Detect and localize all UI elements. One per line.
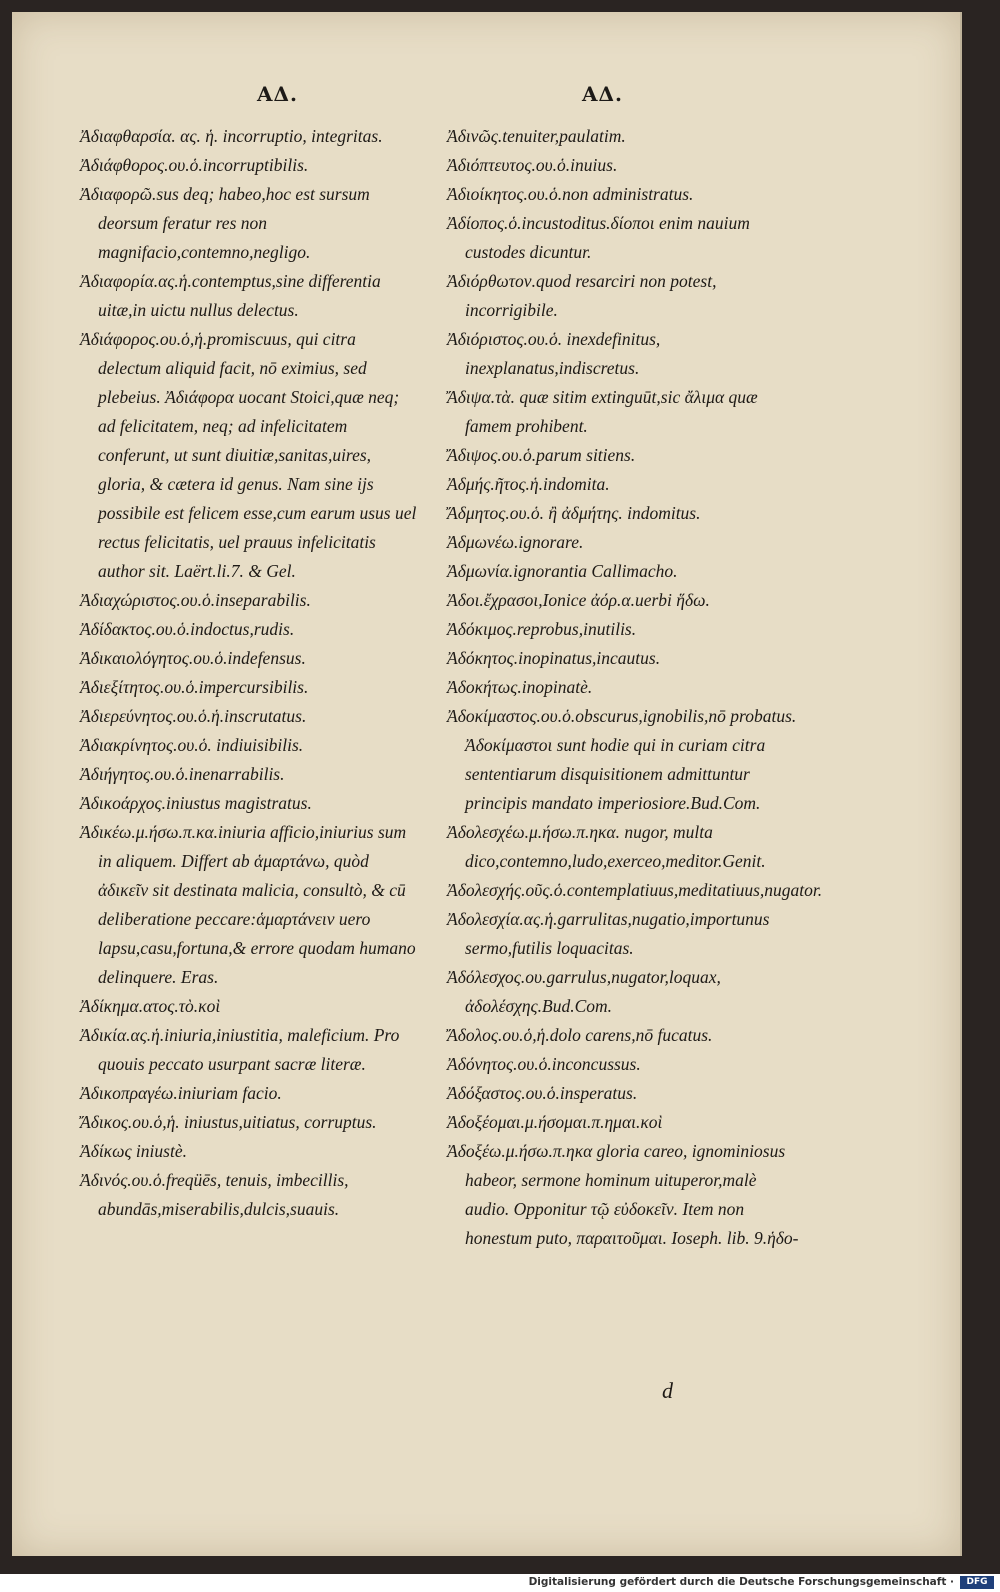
dictionary-entry: Ἀδόκητος.inopinatus,incautus. (447, 648, 661, 668)
dictionary-entry: Ἀδιοίκητος.ου.ὁ.non administratus. (447, 184, 694, 204)
dictionary-entry: Ἀδιακρίνητος.ου.ὁ. indiuisibilis. (80, 735, 304, 755)
dictionary-entry: Ἀδιάφθορος.ου.ὁ.incorruptibilis. (80, 155, 309, 175)
dictionary-entry: Ἀδολεσχής.οῦς.ὁ.contemplatiuus,meditatiuus,nugator. (447, 880, 823, 900)
dictionary-entry: Ἀδιερεύνητος.ου.ὁ.ἡ.inscrutatus. (80, 706, 307, 726)
dictionary-entry: Ἀδόξαστος.ου.ὁ.insperatus. (447, 1083, 638, 1103)
dictionary-entry: Ἀδολεσχέω.μ.ήσω.π.ηκα. nugor, multa dico,contemno,ludo,exerceo,meditor.Genit. (447, 822, 766, 871)
dictionary-entry: Ἀδμής.ῆτος.ἡ.indomita. (447, 474, 610, 494)
dictionary-entry: Ἀδιόρθωτον.quod resarciri non potest, incorrigibile. (447, 271, 717, 320)
dictionary-entry: Ἀδικοπραγέω.iniuriam facio. (80, 1083, 282, 1103)
dictionary-entry: Ἀδίδακτος.ου.ὁ.indoctus,rudis. (80, 619, 295, 639)
right-column (447, 122, 823, 1253)
running-head-right: ΑΔ. (582, 82, 623, 106)
dictionary-entry: Ἀδίοπος.ὁ.incustoditus.δίοποι enim nauium custodes dicuntur. (447, 213, 750, 262)
dictionary-entry: Ἀδολεσχία.ας.ἡ.garrulitas,nugatio,importunus sermo,futilis loquacitas. (447, 909, 770, 958)
dictionary-entry: Ἀδικοάρχος.iniustus magistratus. (80, 793, 312, 813)
dfg-logo: DFG (960, 1576, 994, 1589)
dictionary-entry: Ἀδιήγητος.ου.ὁ.inenarrabilis. (80, 764, 285, 784)
dictionary-entry: Ἀδίκημα.ατος.τὸ.κοὶ (80, 996, 221, 1016)
dictionary-entry: Ἀδοξέω.μ.ήσω.π.ηκα gloria careo, ignominiosus habeor, sermone hominum uituperor,malè audio. Opponitur τῷ εὐδοκεῖν. Item non honestum puto, παραιτοῦμαι. Ioseph. lib. 9.ἡδο- (447, 1141, 799, 1248)
left-column (80, 122, 420, 1224)
dictionary-entry: Ἀδικαιολόγητος.ου.ὁ.indefensus. (80, 648, 306, 668)
dictionary-entry: Ἀδόνητος.ου.ὁ.inconcussus. (447, 1054, 641, 1074)
signature-mark: d (662, 1378, 673, 1403)
dictionary-entry: Ἀδίκως iniustè. (80, 1141, 187, 1161)
dictionary-entry: Ἀδοξέομαι.μ.ήσομαι.π.ημαι.κοὶ (447, 1112, 663, 1132)
dictionary-entry: Ἀδιόριστος.ου.ὁ. inexdefinitus, inexplanatus,indiscretus. (447, 329, 661, 378)
dictionary-entry: Ἀδινός.ου.ὁ.freqüēs, tenuis, imbecillis, abundās,miserabilis,dulcis,suauis. (80, 1170, 349, 1219)
dictionary-entry: Ἀδικία.ας.ἡ.iniuria,iniustitia, maleficium. Pro quouis peccato usurpant sacræ literæ. (80, 1025, 400, 1074)
dictionary-entry: Ἀδιόπτευτος.ου.ὁ.inuius. (447, 155, 618, 175)
dictionary-entry: Ἄδιψος.ου.ὁ.parum sitiens. (447, 445, 636, 465)
dictionary-entry: Ἀδόλεσχος.ου.garrulus,nugator,loquax, ἀδολέσχης.Bud.Com. (447, 967, 721, 1016)
dictionary-entry: Ἀδιαφθαρσία. ας. ἡ. incorruptio, integritas. (80, 126, 383, 146)
dictionary-entry: Ἄδιψα.τὰ. quæ sitim extinguūt,sic ἄλιμα quæ famem prohibent. (447, 387, 758, 436)
running-head-left: ΑΔ. (257, 82, 298, 106)
dictionary-entry: Ἀδμωνία.ignorantia Callimacho. (447, 561, 678, 581)
dictionary-entry: Ἀδοι.ἔχρασοι,Ionice ἀόρ.α.uerbi ἥδω. (447, 590, 710, 610)
dictionary-entry: Ἀδμωνέω.ignorare. (447, 532, 584, 552)
dictionary-entry: Ἄδολος.ου.ὁ,ἡ.dolo carens,nō fucatus. (447, 1025, 713, 1045)
dictionary-entry: Ἀδοκήτως.inopinatè. (447, 677, 593, 697)
dictionary-entry: Ἀδινῶς.tenuiter,paulatim. (447, 126, 626, 146)
dictionary-entry: Ἀδιαφορία.ας.ἡ.contemptus,sine differentia uitæ,in uictu nullus delectus. (80, 271, 381, 320)
dictionary-entry: Ἀδιεξίτητος.ου.ὁ.impercursibilis. (80, 677, 309, 697)
dictionary-entry: Ἀδικέω.μ.ήσω.π.κα.iniuria afficio,iniurius sum in aliquem. Differt ab ἁμαρτάνω, quòd ἀδικεῖν sit destinata malicia, consultò, & cū deliberatione peccare:ἁμαρτάνειν uero lapsu,casu,fortuna,& errore quodam humano delinquere. Eras. (80, 822, 416, 987)
dictionary-entry: Ἀδιάφορος.ου.ὁ,ἡ.promiscuus, qui citra delectum aliquid facit, nō eximius, sed plebeius. Ἀδιάφορα uocant Stoici,quæ neq; ad felicitatem, neq; ad infelicitatem conferunt, ut sunt diuitiæ,sanitas,uires, gloria, & cætera id genus. Nam sine ijs possibile est felicem esse,cum earum usus uel rectus felicitatis, uel prauus infelicitatis author sit. Laërt.li.7. & Gel. (80, 329, 417, 581)
dictionary-entry: Ἄδμητος.ου.ὁ. ἢ ἀδμήτης. indomitus. (447, 503, 701, 523)
book-page (12, 12, 962, 1556)
dictionary-entry: Ἄδικος.ου.ὁ,ἡ. iniustus,uitiatus, corruptus. (80, 1112, 377, 1132)
dictionary-entry: Ἀδόκιμος.reprobus,inutilis. (447, 619, 637, 639)
dictionary-entry: Ἀδιαφορῶ.sus deq; habeo,hoc est sursum deorsum feratur res non magnifacio,contemno,negligo. (80, 184, 370, 262)
dictionary-entry: Ἀδιαχώριστος.ου.ὁ.inseparabilis. (80, 590, 311, 610)
footer-credit: Digitalisierung gefördert durch die Deutsche Forschungsgemeinschaft · (528, 1576, 954, 1588)
dictionary-entry: Ἀδοκίμαστος.ου.ὁ.obscurus,ignobilis,nō probatus. Ἀδοκίμαστοι sunt hodie qui in curiam citra sententiarum disquisitionem admittuntur principis mandato imperiosiore.Bud.Com. (447, 706, 797, 813)
